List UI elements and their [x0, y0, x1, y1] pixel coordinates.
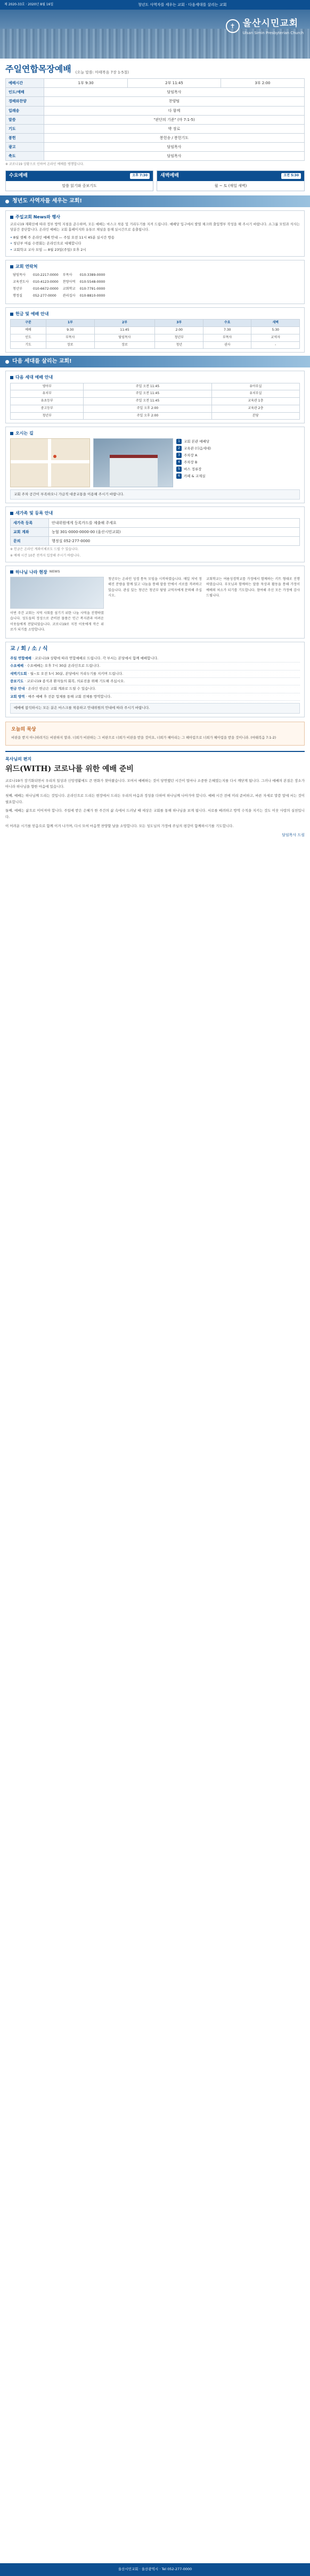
letter-title: 위드(WITH) 코로나를 위한 예배 준비: [5, 765, 134, 774]
kingdom-news-tag: NEWS: [49, 570, 60, 574]
midweek-services: [5, 170, 305, 191]
cell: 주일 오전 11:45: [84, 383, 211, 390]
order-label: 인도/예배: [6, 88, 44, 97]
cell: 교역자: [251, 334, 300, 341]
news-column: 청년부는 온라인 성경 통독 모임을 시작하였습니다. 매일 저녁 정해진 분량을 함께 읽고 나눔을 통해 말씀 안에서 서로를 격려하고 있습니다. 관심 있는 청년은 청년부 담당 교역자에게 문의해 주십시오.: [108, 577, 202, 598]
legend-item: 교회 본관 예배당: [184, 439, 210, 444]
ann-heading: 헌금 안내: [10, 686, 25, 691]
reg-value: 농협 301-0000-0000-00 (울산시민교회): [49, 527, 300, 536]
cell: 주일 오후 2:00: [84, 412, 211, 420]
order-label: 광고: [6, 143, 44, 152]
cell: 주일 오전 11:45: [84, 390, 211, 398]
worship-order-section: [0, 59, 310, 195]
worship-title: 주일연합목장예배: [5, 64, 71, 74]
issue-info: 제 2020-33호 · 2020년 8월 16일: [4, 2, 54, 6]
section2-banner: [0, 356, 310, 367]
registration-box: [5, 506, 305, 562]
legend-item: 주차장 A: [184, 453, 198, 457]
letter-label: 목사님의 편지: [5, 756, 32, 762]
church-motto: 청년도 사역자를 세우는 교회 · 다음세대를 살리는 교회: [137, 2, 227, 7]
col-header: 수요: [203, 320, 251, 327]
legend-num: 4: [176, 460, 182, 465]
legend-num: 2: [176, 446, 182, 451]
announcements-title: 교 / 회 / 소 / 식: [10, 646, 48, 652]
cell: 청년부: [155, 334, 203, 341]
next-gen-title: 다음 세대 예배 안내: [15, 375, 53, 380]
legend-item: 교육관 (다음세대): [184, 446, 211, 451]
table-row: [11, 327, 300, 334]
cell: 기도: [11, 341, 46, 349]
letter-paragraph: 첫째, 예배는 하나님께 드리는 것입니다. 온라인으로 드리든 현장에서 드리든 우리의 마음과 정성을 다하여 하나님께 나아가야 합니다. 예배 시간 전에 미리 준비하고, 바른 자세로 말씀 앞에 서는 것이 필요합니다.: [5, 793, 305, 804]
cell: 주일 오전 11:45: [84, 398, 211, 405]
contact-role: 행정실: [13, 293, 22, 298]
contact-phone: 010-4123-0000: [32, 280, 59, 284]
col-header: 새벽: [251, 320, 300, 327]
announcement-item: 수요예배 · 수요예배는 오후 7시 30분 온라인으로 드립니다.: [10, 663, 300, 670]
legend-item: 버스 정류장: [184, 467, 202, 471]
top-header-bar: [0, 0, 310, 10]
footer-text: 울산시민교회 · 울산광역시 · Tel 052-277-0000: [118, 2567, 192, 2572]
order-value: "판단의 기준" (마 7:1-5): [44, 115, 305, 124]
news-item: • 8월 셋째 주 온라인 예배 안내 — 주일 오전 11시 45분 실시간 방송: [10, 235, 300, 241]
reg-label: 문의: [11, 537, 49, 546]
cell: 인도: [11, 334, 46, 341]
registration-title: 새가족 및 등록 안내: [15, 511, 53, 516]
announcement-item: 주일 연합예배 · 코로나19 상황에 따라 연합예배로 드립니다. 각 부서는 본당에서 함께 예배합니다.: [10, 655, 300, 663]
announcement-item: 교회 방역 · 매주 예배 후 전문 업체를 통해 교회 전체를 방역합니다.: [10, 693, 300, 701]
cell: 7:30: [203, 327, 251, 334]
cell: 장로: [46, 341, 95, 349]
wednesday-service: [5, 170, 153, 191]
order-value: 담임목사: [44, 143, 305, 152]
worship-subtitle: (오늘 말씀: 마태복음 7장 1-5절): [75, 70, 129, 75]
order-label: 경배와찬양: [6, 97, 44, 106]
contacts-title: 교회 연락처: [15, 264, 38, 269]
contact-phone: 010-7791-0000: [79, 287, 105, 291]
kingdom-news-title: 하나님 나라 현장: [15, 569, 47, 575]
order-label: 봉헌: [6, 134, 44, 143]
contact-role: 교회학교: [62, 287, 76, 291]
contact-role: 담임목사: [13, 273, 26, 277]
cell: 예배: [11, 327, 46, 334]
wed-text: 말씀 읽기와 중보기도: [62, 184, 97, 189]
map-note: 교회 주차 공간이 부족하오니 가급적 대중교통을 이용해 주시기 바랍니다.: [10, 489, 300, 500]
legend-num: 6: [176, 473, 182, 479]
col-header: 3부: [155, 320, 203, 327]
square-bullet-icon: [10, 376, 13, 379]
letter-paragraph: 둘째, 예배는 삶으로 이어져야 합니다. 주일에 받은 은혜가 한 주간의 삶 속에서 드러날 때 세상은 교회를 통해 하나님을 보게 됩니다. 서로를 배려하고 방역 수칙을 지키는 것도 이웃 사랑의 실천입니다.: [5, 808, 305, 820]
registration-table: [10, 518, 300, 546]
pin-icon: [5, 200, 9, 203]
order-value: 박 장로: [44, 124, 305, 133]
cell: 유아부실: [211, 383, 299, 390]
meditation-box: [5, 722, 305, 746]
cell: 청년부: [11, 412, 84, 420]
table-row: [11, 383, 300, 390]
cell: 5:30: [251, 327, 300, 334]
legend-item: 카페 & 교제실: [184, 473, 206, 478]
letter-paragraph: 이 어려운 시기를 믿음으로 함께 이겨 나가며, 다시 모여 마음껏 찬양할 날을 소망합니다. 모든 성도님의 가정에 주님의 평강이 함께하시기를 기도합니다.: [5, 823, 234, 828]
news-item: • 교회학교 교사 모임 — 8월 23일(주일) 오후 2시: [10, 247, 300, 253]
contact-phone: 010-8810-0000: [79, 293, 105, 298]
cell: 9:30: [46, 327, 95, 334]
news-column: 이번 주간 교회는 지역 사회를 섬기기 위한 나눔 사역을 진행하였습니다. 성도들의 정성으로 준비된 물품은 인근 복지관과 어려운 이웃들에게 전달되었습니다. 코로나19로 지친 이웃에게 작은 위로가 되기를 소망합니다.: [10, 611, 104, 632]
church-building-photo: [93, 438, 173, 487]
announcement-item: 중보기도 · 코로나19 종식과 환자들의 회복, 의료진을 위해 기도해 주십시오.: [10, 678, 300, 685]
cell: -: [251, 341, 300, 349]
worship-order-table: [5, 78, 305, 161]
table-row: [11, 412, 300, 420]
contact-role: 부목사: [62, 273, 72, 277]
cell: 청년: [155, 341, 203, 349]
contact-role: 찬양사역: [62, 280, 76, 284]
order-value: 담임목사: [44, 152, 305, 161]
map-legend: [176, 438, 300, 487]
section1-title: 청년도 사역자를 세우는 교회!: [12, 198, 82, 205]
contact-role: 관리집사: [62, 293, 76, 298]
time-2: 2부 11:45: [128, 79, 221, 88]
legend-num: 5: [176, 467, 182, 472]
page-footer: [0, 2563, 310, 2576]
cell: 권사: [203, 341, 251, 349]
offering-table: [10, 319, 300, 349]
reg-note: ※ 예배 시간 10분 전까지 입장해 주시기 바랍니다.: [10, 553, 81, 558]
ann-heading: 교회 방역: [10, 694, 25, 699]
map-box: [5, 427, 305, 503]
cell: 본당: [211, 412, 299, 420]
legend-num: 1: [176, 439, 182, 444]
contact-phone: 010-3389-0000: [79, 273, 105, 277]
cell: 유치부: [11, 390, 84, 398]
order-value: 담임목사: [44, 88, 305, 97]
pin-icon: [5, 360, 9, 364]
cell: 영아부: [11, 383, 84, 390]
cell: 유치부실: [211, 390, 299, 398]
cell: 부목사: [203, 334, 251, 341]
order-value: 봉헌송 / 봉헌기도: [44, 134, 305, 143]
ann-heading: 새벽기도회: [10, 671, 27, 676]
reg-value: 안내위원에게 등록카드를 제출해 주세요: [49, 518, 300, 527]
next-gen-box: [5, 371, 305, 423]
church-logo-icon: ✝: [226, 19, 240, 33]
announcement-item: 새벽기도회 · 월~토 오전 5시 30분, 본당에서 거리두기를 지키며 드립니다.: [10, 670, 300, 678]
ann-heading: 수요예배: [10, 664, 24, 668]
letter-paragraph: 코로나19가 장기화되면서 우리의 일상과 신앙생활에도 큰 변화가 찾아왔습니다. 모여서 예배하는 것이 당연했던 시간이 얼마나 소중한 은혜였는지를 다시 깨닫게 됩니다. 그러나 예배의 본질은 장소가 아니라 하나님을 향한 마음에 있습니다.: [5, 778, 305, 789]
section2-title: 다음 세대를 살리는 교회!: [12, 358, 72, 364]
reg-label: 교회 계좌: [11, 527, 49, 536]
contacts-table: [10, 272, 108, 300]
church-name: 울산시민교회: [242, 18, 299, 29]
wed-time: 오후 7:30: [130, 173, 150, 179]
announcement-list: [10, 655, 300, 701]
cell: 유초등부: [11, 398, 84, 405]
location-map: [10, 438, 90, 487]
cell: 교육관 1층: [211, 398, 299, 405]
church-logo: [226, 17, 304, 36]
square-bullet-icon: [10, 216, 13, 219]
church-name-en: Ulsan Simin Presbyterian Church: [242, 30, 304, 35]
contact-role: 청년부: [13, 287, 22, 291]
table-row: [11, 398, 300, 405]
church-news-box: [5, 210, 305, 257]
dawn-label: 새벽예배: [160, 173, 179, 179]
dawn-text: 월 ~ 토 (매일 새벽): [214, 184, 247, 189]
time-3: 3부 2:00: [221, 79, 304, 88]
cell: 부목사: [46, 334, 95, 341]
reg-label: 새가족 등록: [11, 518, 49, 527]
kingdom-news-box: [5, 566, 305, 639]
square-bullet-icon: [10, 432, 13, 435]
reg-value: 행정실 052-277-0000: [49, 537, 300, 546]
offering-box: [5, 307, 305, 353]
table-row: [11, 341, 300, 349]
news-item: • 청년부 여름 수련회는 온라인으로 대체합니다: [10, 241, 300, 247]
hero-banner: [0, 10, 310, 59]
contact-phone: 010-2217-0000: [32, 273, 59, 277]
section1-banner: [0, 195, 310, 207]
news-paragraph: 코로나19 재확산에 따라 정부 방역 지침을 준수하며, 모든 예배는 마스크 착용 및 거리두기를 지켜 드립니다. 예배당 입구에서 발열 체크와 출입명부 작성을 해 주시기 바랍니다. 소그룹 모임과 식사는 당분간 중단합니다. 온라인 예배는 교회 홈페이지와 유튜브 채널을 통해 실시간으로 송출됩니다.: [10, 222, 300, 232]
ann-heading: 주일 연합예배: [10, 656, 31, 660]
letter-signature: 담임목사 드림: [282, 833, 305, 838]
table-row: [11, 405, 300, 412]
worship-note: ※ 코로나19 상황으로 인하여 온라인 예배를 병행합니다.: [5, 162, 84, 167]
ann-text: 코로나19 종식과 환자들의 회복, 의료진을 위해 기도해 주십시오.: [27, 678, 125, 683]
square-bullet-icon: [10, 512, 13, 515]
map-title: 오시는 길: [15, 431, 34, 436]
cell: 장로: [94, 341, 155, 349]
reg-note: ※ 헌금은 온라인 계좌이체로도 드릴 수 있습니다.: [10, 547, 79, 552]
order-label: 축도: [6, 152, 44, 161]
news-sub-title: 주일교회 News와 행사: [15, 215, 60, 220]
announcement-item: 헌금 안내 · 온라인 헌금은 교회 계좌로 드릴 수 있습니다.: [10, 685, 300, 693]
announcement-note: 예배에 참석하시는 모든 분은 마스크를 착용하고 안내위원의 안내에 따라 주시기 바랍니다.: [10, 703, 300, 713]
cell: 교육관 2층: [211, 405, 299, 412]
cell: 중고등부: [11, 405, 84, 412]
cell: 담임목사: [94, 334, 155, 341]
square-bullet-icon: [10, 313, 13, 316]
building-shape: [110, 455, 158, 487]
legend-item: 주차장 B: [184, 460, 198, 464]
ann-heading: 중보기도: [10, 678, 24, 683]
ann-text: 온라인 헌금은 교회 계좌로 드릴 수 있습니다.: [28, 686, 96, 691]
order-label: 입례송: [6, 106, 44, 115]
col-header: 1부: [46, 320, 95, 327]
offering-title: 헌금 및 예배 안내: [15, 311, 49, 316]
contacts-box: [5, 260, 305, 304]
legend-num: 3: [176, 453, 182, 458]
church-marker-icon: [53, 455, 56, 458]
contact-phone: 052-277-0000: [32, 293, 56, 298]
contact-role: 교육전도사: [13, 280, 29, 284]
dawn-service: [157, 170, 305, 191]
order-label: 말씀: [6, 115, 44, 124]
col-header: 2부: [94, 320, 155, 327]
cell: 주일 오후 2:00: [84, 405, 211, 412]
cell: 2:00: [155, 327, 203, 334]
ann-text: 월~토 오전 5시 30분, 본당에서 거리두기를 지키며 드립니다.: [30, 671, 124, 676]
ann-text: 코로나19 상황에 따라 연합예배로 드립니다. 각 부서는 본당에서 함께 예배합니다.: [35, 656, 159, 660]
ann-text: 매주 예배 후 전문 업체를 통해 교회 전체를 방역합니다.: [28, 694, 112, 699]
pastor-letter: [5, 751, 305, 838]
meditation-text: 비판을 받지 아니하려거든 비판하지 말라. 너희가 비판하는 그 비판으로 너희가 비판을 받을 것이요, 너희가 헤아리는 그 헤아림으로 너희가 헤아림을 받을 것이니라. (마태복음 7:1-2): [11, 735, 276, 740]
news-photo: [10, 577, 104, 609]
map-road: [48, 439, 51, 487]
contact-phone: 010-5548-0000: [79, 280, 105, 284]
dawn-time: 오전 5:30: [281, 173, 301, 179]
meditation-title: 오늘의 묵상: [11, 726, 36, 732]
next-gen-table: [10, 383, 300, 420]
square-bullet-icon: [10, 265, 13, 268]
time-label: 예배시간: [6, 79, 44, 88]
order-value: 다 함께: [44, 106, 305, 115]
order-label: 기도: [6, 124, 44, 133]
square-bullet-icon: [10, 570, 13, 574]
cell: 11:45: [94, 327, 155, 334]
table-row: [11, 390, 300, 398]
table-row: [11, 334, 300, 341]
announcements-box: [5, 642, 305, 717]
time-1: 1부 9:30: [44, 79, 128, 88]
ann-text: 수요예배는 오후 7시 30분 온라인으로 드립니다.: [27, 664, 101, 668]
news-list: [10, 235, 300, 253]
wed-label: 수요예배: [9, 173, 28, 179]
col-header: 구분: [11, 320, 46, 327]
order-value: 찬양팀: [44, 97, 305, 106]
contact-phone: 010-6672-0000: [32, 287, 59, 291]
news-column: 교회학교는 여름성경학교를 가정에서 함께하는 키트 형태로 진행하였습니다. 부모님과 함께하는 말씀 묵상과 활동을 통해 가정이 예배의 처소가 되기를 기도합니다. 참여해 주신 모든 가정에 감사드립니다.: [206, 577, 300, 598]
